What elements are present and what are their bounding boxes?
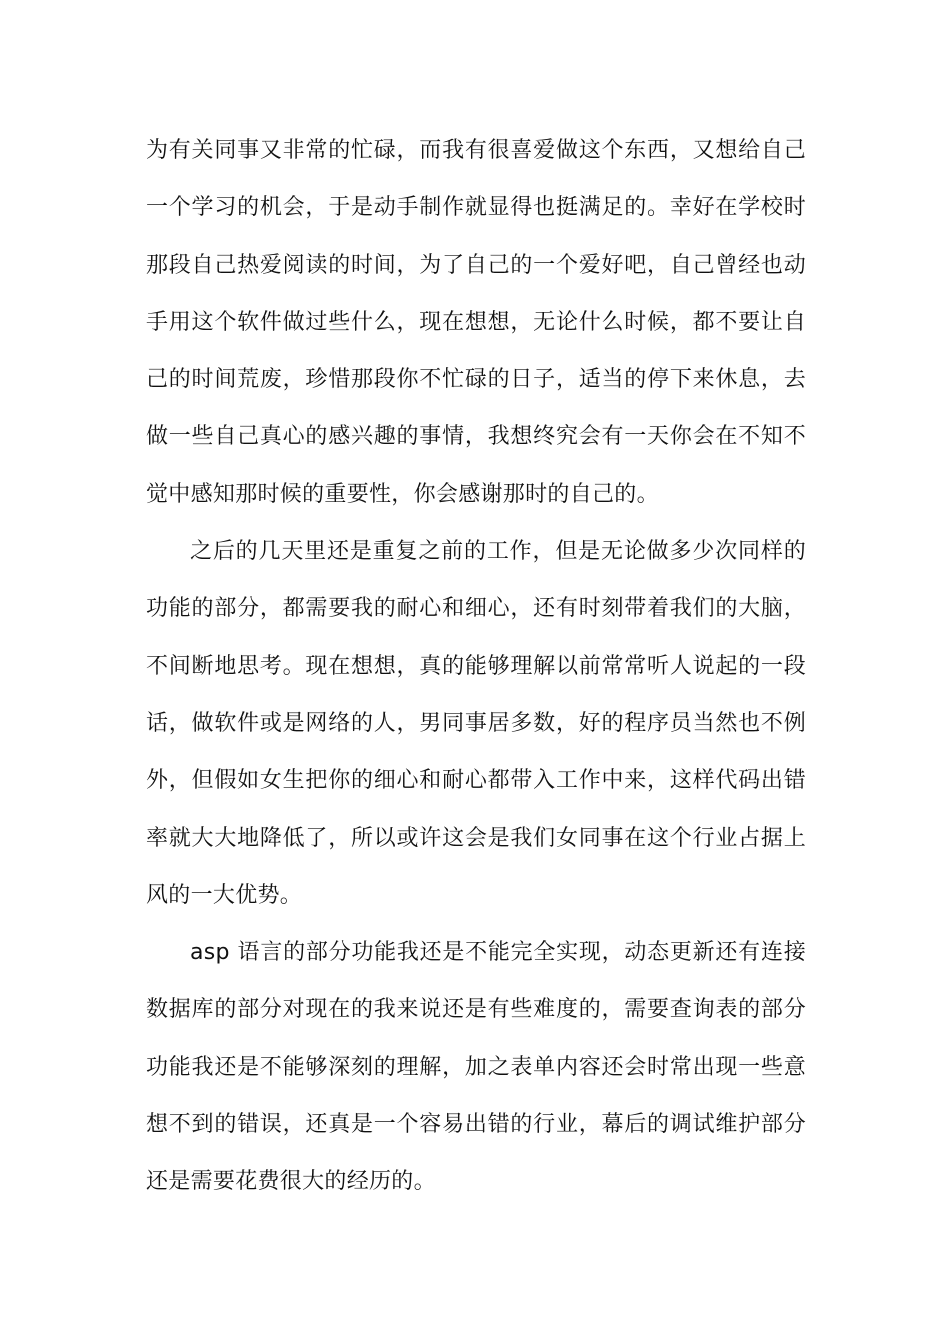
paragraph-3 (146, 924, 806, 1210)
text-line: 为有关同事又非常的忙碌，而我有很喜爱做这个东西，又想给自己 (146, 138, 806, 163)
text-line: 功能我还是不能够深刻的理解，加之表单内容还会时常出现一些意 (146, 1054, 806, 1080)
text-line: 那段自己热爱阅读的时间，为了自己的一个爱好吧，自己曾经也动 (146, 252, 806, 278)
text-line: 率就大大地降低了，所以或许这会是我们女同事在这个行业占据上 (146, 825, 806, 851)
paragraph-1 (146, 122, 806, 523)
text-line: 风的一大优势。 (146, 882, 303, 908)
text-line: 己的时间荒废，珍惜那段你不忙碌的日子，适当的停下来休息，去 (146, 367, 806, 393)
text-line: 想不到的错误，还真是一个容易出错的行业，幕后的调试维护部分 (146, 1112, 806, 1138)
text-line: 觉中感知那时候的重要性，你会感谢那时的自己的。 (146, 481, 659, 507)
text-line: 之后的几天里还是重复之前的工作，但是无论做多少次同样的 (190, 539, 806, 565)
text-line: 外，但假如女生把你的细心和耐心都带入工作中来，这样代码出错 (146, 768, 806, 794)
text-line: 数据库的部分对现在的我来说还是有些难度的，需要查询表的部分 (146, 997, 806, 1023)
text-line: 功能的部分，都需要我的耐心和细心，还有时刻带着我们的大脑， (146, 596, 806, 622)
text-line: 手用这个软件做过些什么，现在想想，无论什么时候，都不要让自 (146, 309, 806, 335)
text-line: 不间断地思考。现在想想，真的能够理解以前常常听人说起的一段 (146, 653, 806, 679)
paragraph-2 (146, 523, 806, 924)
text-line: asp 语言的部分功能我还是不能完全实现，动态更新还有连接 (190, 940, 806, 966)
text-line: 一个学习的机会，于是动手制作就显得也挺满足的。幸好在学校时 (146, 195, 806, 221)
text-line: 话，做软件或是网络的人，男同事居多数，好的程序员当然也不例 (146, 710, 806, 736)
text-line: 还是需要花费很大的经历的。 (146, 1169, 436, 1195)
text-line: 做一些自己真心的感兴趣的事情，我想终究会有一天你会在不知不 (146, 424, 806, 450)
document-body (146, 122, 806, 1211)
